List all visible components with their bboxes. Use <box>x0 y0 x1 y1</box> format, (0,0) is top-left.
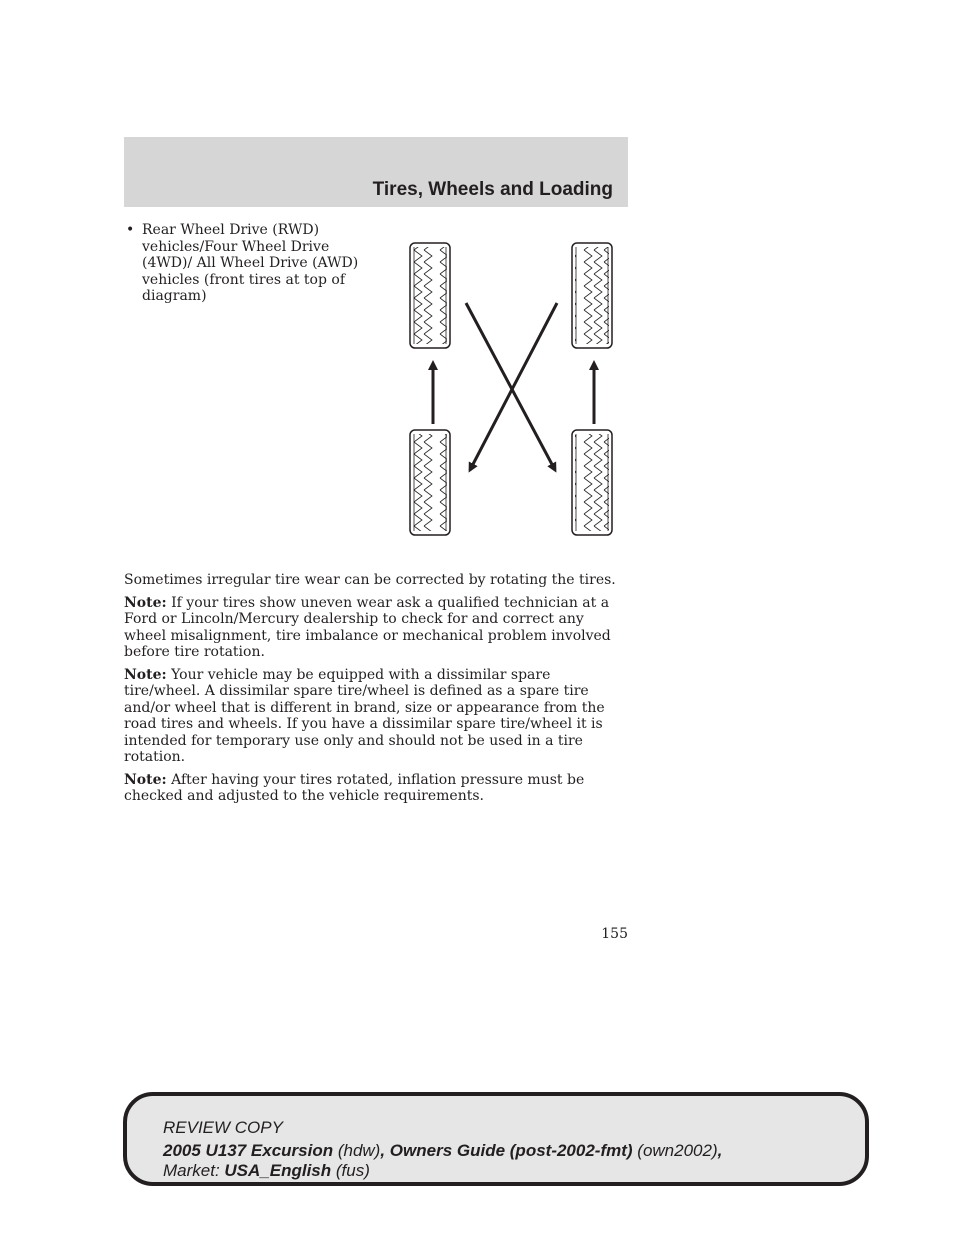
review-document-line <box>163 1141 722 1161</box>
section-header-band <box>124 137 628 207</box>
section-title: Tires, Wheels and Loading <box>372 179 613 200</box>
tire-rear-left <box>410 430 450 535</box>
market-label: Market: <box>163 1161 225 1180</box>
intro-paragraph: Sometimes irregular tire wear can be corrected by rotating the tires. <box>124 572 616 588</box>
page-number: 155 <box>601 926 628 942</box>
tire-front-right <box>572 243 612 348</box>
note-paragraph <box>124 772 629 805</box>
market-code: (fus) <box>331 1161 370 1180</box>
separator: , <box>380 1141 390 1160</box>
note-paragraph <box>124 667 629 766</box>
tire-front-left <box>410 243 450 348</box>
market-name: USA_English <box>224 1161 332 1180</box>
note-text: Your vehicle may be equipped with a dissimilar spare tire/wheel. A dissimilar spare tire/wheel is defined as a spare tire and/or wheel that is different in brand, size or appearance from the road tires and wheels. If you have a dissimilar spare tire/wheel it is intended for temporary use only and should not be used in a tire rotation. <box>124 666 605 765</box>
separator: , <box>717 1141 723 1160</box>
bullet-symbol: • <box>126 222 135 238</box>
model-code: (hdw) <box>333 1141 381 1160</box>
model-name: 2005 U137 Excursion <box>163 1141 334 1160</box>
note-paragraph <box>124 595 629 661</box>
tire-rotation-diagram <box>400 238 625 543</box>
guide-name: Owners Guide (post-2002-fmt) <box>389 1141 633 1160</box>
review-copy-box <box>123 1092 869 1186</box>
review-market-line <box>163 1161 370 1181</box>
bullet-text: Rear Wheel Drive (RWD) vehicles/Four Wheel Drive (4WD)/ All Wheel Drive (AWD) vehicles (front tires at top of diagram) <box>142 222 359 304</box>
note-label: Note: <box>124 771 167 788</box>
note-text: If your tires show uneven wear ask a qualified technician at a Ford or Lincoln/Mercury dealership to check for and correct any wheel misalignment, tire imbalance or mechanical problem involved before tire rotation. <box>124 594 611 660</box>
note-label: Note: <box>124 594 167 611</box>
arrow-front-left-to-rear-right <box>466 303 555 470</box>
review-copy-label: REVIEW COPY <box>163 1118 283 1137</box>
bullet-item <box>124 222 374 305</box>
note-label: Note: <box>124 666 167 683</box>
note-text: After having your tires rotated, inflation pressure must be checked and adjusted to the vehicle requirements. <box>124 771 585 804</box>
body-text <box>124 572 629 811</box>
guide-code: (own2002) <box>632 1141 718 1160</box>
tire-rear-right <box>572 430 612 535</box>
arrow-front-right-to-rear-left <box>470 303 557 470</box>
